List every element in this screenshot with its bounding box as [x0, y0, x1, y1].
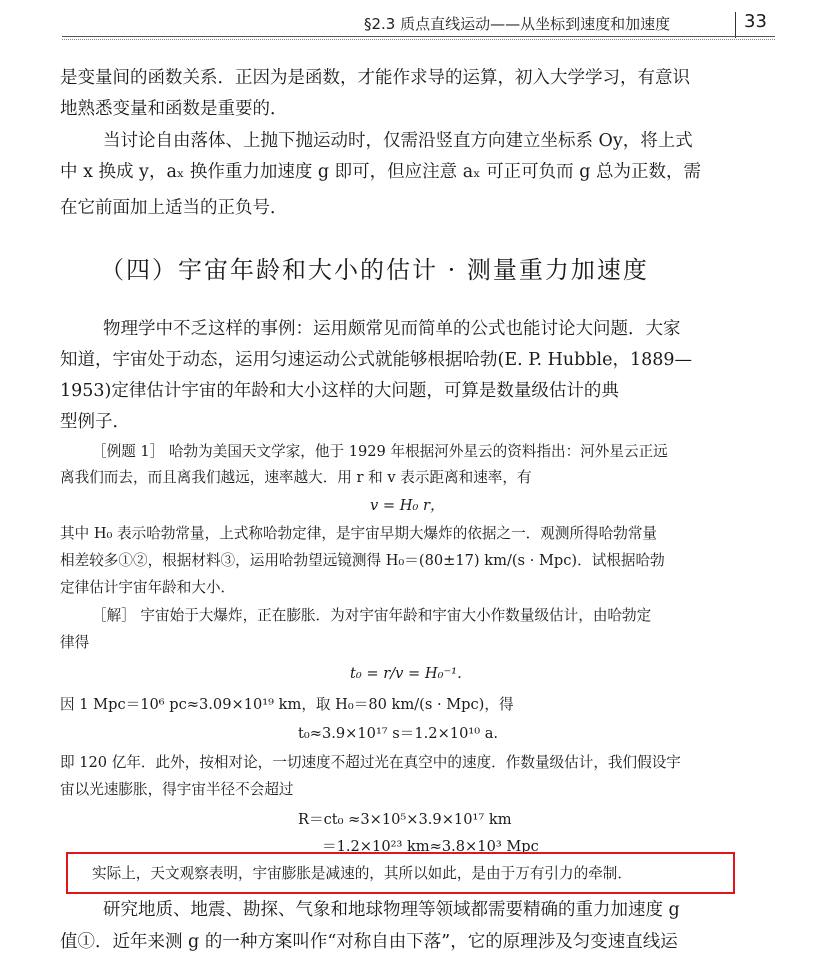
equation-radius: R＝ct₀ ≈3×10⁵×3.9×10¹⁷ km — [298, 811, 512, 828]
solution-title-line: ［解］ 宇宙始于大爆炸，正在膨胀．为对宇宙年龄和宇宙大小作数量级估计，由哈勃定 — [92, 607, 652, 624]
paragraph-line: 研究地质、地震、勘探、气象和地球物理等领域都需要精确的重力加速度 g — [103, 900, 680, 920]
header-rule — [62, 36, 775, 37]
boxed-note: 实际上，天文观察表明，宇宙膨胀是减速的，其所以如此，是由于万有引力的牵制． — [92, 865, 632, 882]
paragraph-line: 值①．近年来测 g 的一种方案叫作“对称自由下落”，它的原理涉及匀变速直线运 — [60, 932, 678, 952]
paragraph-line: 地熟悉变量和函数是重要的． — [60, 99, 288, 119]
paragraph-line: 是变量间的函数关系．正因为是函数，才能作求导的运算，初入大学学习，有意识 — [60, 68, 690, 88]
section-heading: （四）宇宙年龄和大小的估计 · 测量重力加速度 — [100, 256, 649, 284]
equation-age-value: t₀≈3.9×10¹⁷ s＝1.2×10¹⁰ a. — [298, 725, 499, 742]
paragraph-line: 在它前面加上适当的正负号． — [60, 198, 288, 218]
paragraph-line: 当讨论自由落体、上抛下抛运动时，仅需沿竖直方向建立坐标系 Oy，将上式 — [103, 131, 693, 151]
equation-age: t₀ = r/v = H₀⁻¹． — [350, 665, 472, 682]
solution-line: 即 120 亿年．此外，按相对论，一切速度不超过光在真空中的速度．作数量级估计，我们假设宇 — [60, 754, 681, 771]
example-line: 相差较多①②，根据材料③，运用哈勃望远镜测得 H₀＝(80±17) km/(s · Mpc)．试根据哈勃 — [60, 552, 665, 569]
header-rule-dotted — [62, 39, 775, 40]
solution-line: 律得 — [60, 634, 90, 651]
example-title-line: ［例题 1］ 哈勃为美国天文学家，他于 1929 年根据河外星云的资料指出：河外星云正远 — [92, 443, 668, 460]
paragraph-line: 型例子． — [60, 412, 130, 432]
example-line: 其中 H₀ 表示哈勃常量，上式称哈勃定律，是宇宙早期大爆炸的依据之一．观测所得哈勃常量 — [60, 525, 658, 542]
paragraph-line: 中 x 换成 y，aₓ 换作重力加速度 g 即可，但应注意 aₓ 可正可负而 g 总为正数，需 — [60, 162, 701, 182]
page-number: 33 — [744, 11, 767, 32]
example-line: 离我们而去，而且离我们越远，速率越大．用 r 和 v 表示距离和速率，有 — [60, 469, 532, 486]
header-separator — [735, 12, 736, 38]
equation-radius-value: ＝1.2×10²³ km≈3.8×10³ Mpc — [322, 838, 539, 855]
solution-line: 宙以光速膨胀，得宇宙半径不会超过 — [60, 781, 294, 798]
paragraph-line: 1953)定律估计宇宙的年龄和大小这样的大问题，可算是数量级估计的典 — [60, 381, 619, 401]
solution-line: 因 1 Mpc＝10⁶ pc≈3.09×10¹⁹ km，取 H₀＝80 km/(s · Mpc)，得 — [60, 696, 514, 713]
example-line: 定律估计宇宙年龄和大小． — [60, 579, 236, 596]
paragraph-line: 知道，宇宙处于动态，运用匀速运动公式就能够根据哈勃(E. P. Hubble，1889— — [60, 350, 693, 370]
running-header: §2.3 质点直线运动——从坐标到速度和加速度 — [364, 15, 671, 33]
paragraph-line: 物理学中不乏这样的事例：运用颇常见而简单的公式也能讨论大问题．大家 — [103, 319, 681, 339]
equation-hubble-law: v = H₀ r， — [370, 497, 445, 514]
